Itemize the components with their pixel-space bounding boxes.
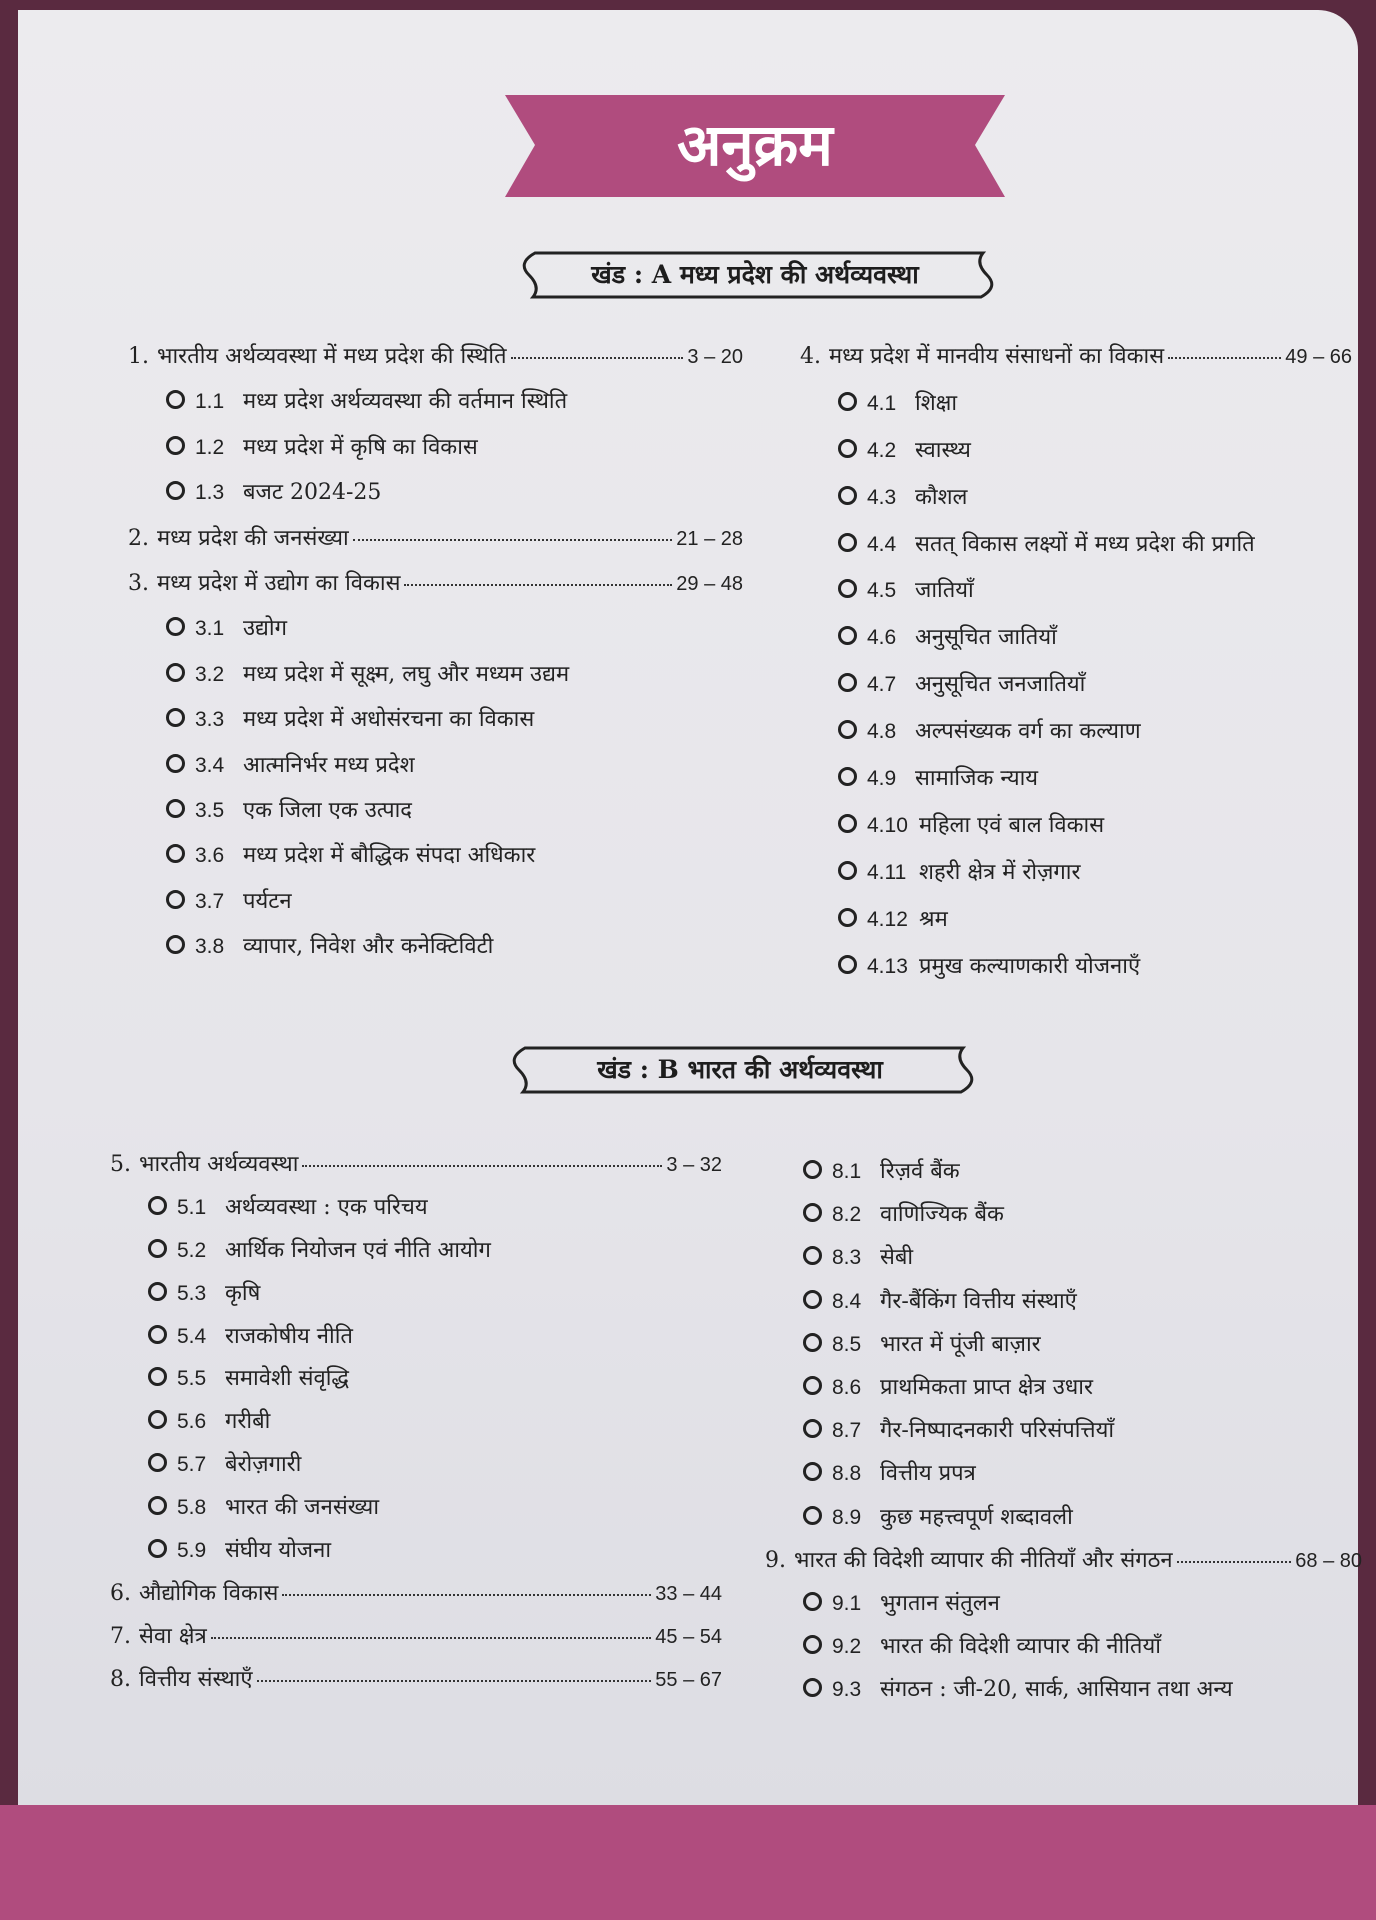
subtopic-title: गैर-निष्पादनकारी परिसंपत्तियाँ <box>880 1418 1115 1444</box>
toc-subtopic <box>110 1320 722 1363</box>
toc-subtopic <box>800 715 1352 762</box>
circle-bullet-icon <box>148 1239 167 1258</box>
circle-bullet-icon <box>838 814 857 833</box>
circle-bullet-icon <box>148 1367 167 1386</box>
toc-subtopic <box>128 839 743 884</box>
subtopic-number: 3.2 <box>195 662 225 686</box>
circle-bullet-icon <box>166 390 185 409</box>
subtopic-title: अर्थव्यवस्था : एक परिचय <box>225 1194 428 1220</box>
subtopic-title: एक जिला एक उत्पाद <box>243 797 412 823</box>
subtopic-number: 5.6 <box>177 1410 207 1434</box>
subtopic-title: उद्योग <box>243 616 288 642</box>
subtopic-number: 8.7 <box>832 1419 862 1443</box>
circle-bullet-icon <box>838 486 857 505</box>
subtopic-number: 8.1 <box>832 1160 862 1183</box>
section-b-right-column <box>765 1155 1362 1716</box>
subtopic-title: रिज़र्व बैंक <box>880 1159 960 1184</box>
subtopic-number: 3.8 <box>195 935 225 959</box>
chapter-name: सेवा क्षेत्र <box>139 1623 207 1649</box>
toc-subtopic <box>110 1234 722 1277</box>
chapter-title <box>110 1577 278 1607</box>
subtopic-number: 8.6 <box>832 1375 862 1399</box>
subtopic-number: 8.2 <box>832 1203 862 1227</box>
circle-bullet-icon <box>803 1246 822 1265</box>
circle-bullet-icon <box>803 1203 822 1222</box>
subtopic-title: शहरी क्षेत्र में रोज़गार <box>919 859 1081 885</box>
subtopic-title: मध्य प्रदेश में कृषि का विकास <box>243 434 478 460</box>
subtopic-number: 4.9 <box>867 767 897 791</box>
chapter-title <box>128 522 349 552</box>
chapter-number: 2. <box>128 525 149 551</box>
circle-bullet-icon <box>166 844 185 863</box>
chapter-number: 8. <box>110 1666 131 1692</box>
circle-bullet-icon <box>838 720 857 739</box>
toc-subtopic <box>128 794 743 839</box>
page-range: 33 – 44 <box>655 1582 722 1605</box>
circle-bullet-icon <box>148 1282 167 1301</box>
leader-dots <box>1177 1560 1292 1563</box>
chapter-name: मध्य प्रदेश की जनसंख्या <box>157 525 349 551</box>
chapter-name: मध्य प्रदेश में उद्योग का विकास <box>157 570 401 596</box>
leader-dots <box>511 356 684 359</box>
subtopic-title: कुछ महत्त्वपूर्ण शब्दावली <box>880 1504 1073 1530</box>
circle-bullet-icon <box>803 1376 822 1395</box>
subtopic-title: मध्य प्रदेश अर्थव्यवस्था की वर्तमान स्थिति <box>243 389 568 415</box>
toc-subtopic <box>800 856 1352 903</box>
circle-bullet-icon <box>148 1410 167 1429</box>
subtopic-number: 4.3 <box>867 485 897 509</box>
circle-bullet-icon <box>838 533 857 552</box>
chapter-title <box>110 1663 253 1693</box>
circle-bullet-icon <box>166 708 185 727</box>
subtopic-title: बजट 2024-25 <box>243 480 382 506</box>
bottom-color-band <box>0 1805 1376 1920</box>
subtopic-number: 4.11 <box>867 860 907 884</box>
subtopic-number: 3.5 <box>195 798 225 822</box>
toc-subtopic <box>765 1328 1362 1371</box>
chapter-name: मध्य प्रदेश में मानवीय संसाधनों का विकास <box>829 344 1165 369</box>
subtopic-title: भारत की जनसंख्या <box>225 1495 380 1521</box>
toc-subtopic <box>128 431 743 476</box>
subtopic-number: 4.10 <box>867 813 908 837</box>
subtopic-number: 8.8 <box>832 1462 862 1486</box>
circle-bullet-icon <box>166 617 185 636</box>
toc-chapter <box>128 522 743 567</box>
toc-subtopic <box>110 1491 722 1534</box>
chapter-name: वित्तीय संस्थाएँ <box>139 1666 253 1692</box>
section-a-left-column <box>128 340 743 975</box>
subtopic-number: 5.4 <box>177 1324 207 1348</box>
subtopic-title: बेरोज़गारी <box>225 1452 302 1478</box>
toc-subtopic <box>110 1448 722 1491</box>
subtopic-title: समावेशी संवृद्धि <box>225 1366 349 1392</box>
subtopic-number: 8.3 <box>832 1246 862 1270</box>
toc-subtopic <box>110 1277 722 1320</box>
toc-subtopic <box>110 1534 722 1577</box>
circle-bullet-icon <box>838 579 857 598</box>
subtopic-number: 1.3 <box>195 481 225 505</box>
chapter-name: औद्योगिक विकास <box>139 1580 279 1606</box>
toc-subtopic <box>110 1405 722 1448</box>
subtopic-number: 3.1 <box>195 617 225 641</box>
page-title: अनुक्रम <box>677 111 833 179</box>
circle-bullet-icon <box>166 935 185 954</box>
circle-bullet-icon <box>838 767 857 786</box>
circle-bullet-icon <box>803 1592 822 1611</box>
subtopic-number: 3.3 <box>195 708 225 732</box>
toc-subtopic <box>128 476 743 521</box>
leader-dots <box>302 1164 662 1167</box>
leader-dots <box>404 583 672 586</box>
page-range: 29 – 48 <box>676 572 743 595</box>
subtopic-title: संगठन : जी-20, सार्क, आसियान तथा अन्य <box>880 1677 1233 1703</box>
toc-subtopic <box>800 528 1352 575</box>
chapter-number: 3. <box>128 570 149 596</box>
circle-bullet-icon <box>803 1635 822 1654</box>
section-a-heading: खंड : A मध्य प्रदेश की अर्थव्यवस्था <box>505 245 1005 305</box>
subtopic-title: भुगतान संतुलन <box>880 1590 1000 1616</box>
toc-subtopic <box>800 809 1352 856</box>
subtopic-number: 4.7 <box>867 673 897 697</box>
subtopic-title: कौशल <box>915 484 968 510</box>
circle-bullet-icon <box>148 1453 167 1472</box>
circle-bullet-icon <box>166 754 185 773</box>
toc-subtopic <box>800 903 1352 950</box>
page-range: 55 – 67 <box>655 1668 722 1691</box>
toc-subtopic <box>765 1285 1362 1328</box>
section-b-heading: खंड : B भारत की अर्थव्यवस्था <box>495 1040 985 1100</box>
subtopic-number: 9.1 <box>832 1591 862 1615</box>
subtopic-number: 5.5 <box>177 1367 207 1391</box>
subtopic-number: 8.5 <box>832 1332 862 1356</box>
page-range: 45 – 54 <box>655 1625 722 1648</box>
toc-subtopic <box>800 434 1352 481</box>
subtopic-title: सतत् विकास लक्ष्यों में मध्य प्रदेश की प्रगति <box>915 531 1255 557</box>
toc-subtopic <box>800 762 1352 809</box>
chapter-title <box>128 340 507 370</box>
toc-subtopic <box>765 1587 1362 1630</box>
circle-bullet-icon <box>838 861 857 880</box>
subtopic-number: 3.6 <box>195 844 225 868</box>
chapter-title <box>110 1620 207 1650</box>
subtopic-title: गैर-बैंकिंग वित्तीय संस्थाएँ <box>880 1288 1077 1314</box>
page-range: 68 – 80 <box>1295 1549 1362 1572</box>
subtopic-title: प्राथमिकता प्राप्त क्षेत्र उधार <box>880 1374 1093 1400</box>
toc-chapter <box>800 340 1352 387</box>
subtopic-number: 9.2 <box>832 1635 862 1659</box>
toc-chapter <box>110 1577 722 1620</box>
subtopic-title: वाणिज्यिक बैंक <box>880 1202 1004 1228</box>
subtopic-number: 3.7 <box>195 889 225 913</box>
chapter-title <box>128 567 400 597</box>
toc-subtopic <box>765 1371 1362 1414</box>
page-range: 3 – 32 <box>666 1154 722 1176</box>
subtopic-number: 5.8 <box>177 1496 207 1520</box>
section-b-left-column <box>110 1148 722 1706</box>
toc-chapter <box>765 1544 1362 1587</box>
toc-subtopic <box>765 1414 1362 1457</box>
circle-bullet-icon <box>803 1160 822 1179</box>
toc-chapter <box>110 1620 722 1663</box>
circle-bullet-icon <box>166 436 185 455</box>
toc-subtopic <box>765 1457 1362 1500</box>
subtopic-title: भारत की विदेशी व्यापार की नीतियाँ <box>880 1634 1161 1660</box>
leader-dots <box>257 1679 652 1682</box>
toc-subtopic <box>800 387 1352 434</box>
leader-dots <box>1168 356 1281 359</box>
circle-bullet-icon <box>838 908 857 927</box>
chapter-title <box>800 340 1164 370</box>
toc-subtopic <box>128 658 743 703</box>
toc-subtopic <box>110 1191 722 1234</box>
toc-subtopic <box>800 481 1352 528</box>
toc-subtopic <box>128 885 743 930</box>
toc-chapter <box>110 1663 722 1706</box>
circle-bullet-icon <box>803 1419 822 1438</box>
subtopic-number: 4.13 <box>867 954 908 978</box>
circle-bullet-icon <box>166 481 185 500</box>
subtopic-number: 4.12 <box>867 907 908 931</box>
leader-dots <box>282 1593 651 1596</box>
subtopic-number: 1.1 <box>195 390 225 414</box>
leader-dots <box>211 1636 652 1639</box>
chapter-title <box>110 1148 298 1178</box>
circle-bullet-icon <box>803 1333 822 1352</box>
chapter-number: 9. <box>765 1547 786 1573</box>
subtopic-title: महिला एवं बाल विकास <box>919 812 1105 838</box>
toc-subtopic <box>765 1198 1362 1241</box>
toc-chapter <box>128 567 743 612</box>
chapter-name: भारत की विदेशी व्यापार की नीतियाँ और संगठन <box>794 1547 1173 1573</box>
toc-subtopic <box>128 385 743 430</box>
toc-subtopic <box>800 668 1352 715</box>
toc-chapter <box>128 340 743 385</box>
subtopic-number: 8.4 <box>832 1289 862 1313</box>
toc-subtopic <box>800 574 1352 621</box>
subtopic-number: 4.1 <box>867 391 897 415</box>
chapter-number: 5. <box>110 1152 131 1177</box>
toc-subtopic <box>128 612 743 657</box>
subtopic-number: 4.8 <box>867 720 897 744</box>
toc-subtopic <box>765 1673 1362 1716</box>
subtopic-number: 4.4 <box>867 532 897 556</box>
subtopic-number: 5.2 <box>177 1238 207 1262</box>
leader-dots <box>353 538 673 541</box>
subtopic-title: पर्यटन <box>243 888 292 914</box>
chapter-number: 4. <box>800 344 821 369</box>
subtopic-title: अल्पसंख्यक वर्ग का कल्याण <box>915 719 1141 745</box>
subtopic-title: कृषि <box>225 1280 261 1306</box>
chapter-number: 6. <box>110 1580 131 1606</box>
subtopic-number: 3.4 <box>195 753 225 777</box>
page-range: 21 – 28 <box>676 527 743 550</box>
subtopic-title: शिक्षा <box>915 390 958 416</box>
toc-subtopic <box>765 1155 1362 1198</box>
circle-bullet-icon <box>148 1325 167 1344</box>
subtopic-number: 4.5 <box>867 579 897 603</box>
subtopic-title: राजकोषीय नीति <box>225 1323 353 1349</box>
subtopic-number: 5.3 <box>177 1281 207 1305</box>
circle-bullet-icon <box>838 392 857 411</box>
subtopic-title: अनुसूचित जातियाँ <box>915 625 1057 651</box>
subtopic-title: सेबी <box>880 1245 914 1271</box>
subtopic-number: 1.2 <box>195 435 225 459</box>
section-a-right-column <box>800 340 1352 996</box>
subtopic-title: वित्तीय प्रपत्र <box>880 1461 976 1487</box>
toc-subtopic <box>765 1241 1362 1284</box>
toc-chapter <box>110 1148 722 1191</box>
subtopic-title: श्रम <box>919 906 948 932</box>
circle-bullet-icon <box>838 439 857 458</box>
subtopic-title: आत्मनिर्भर मध्य प्रदेश <box>243 752 415 778</box>
circle-bullet-icon <box>148 1496 167 1515</box>
circle-bullet-icon <box>148 1196 167 1215</box>
subtopic-title: स्वास्थ्य <box>915 437 971 463</box>
circle-bullet-icon <box>803 1290 822 1309</box>
circle-bullet-icon <box>166 799 185 818</box>
circle-bullet-icon <box>148 1539 167 1558</box>
toc-subtopic <box>110 1362 722 1405</box>
subtopic-title: संघीय योजना <box>225 1538 332 1564</box>
chapter-name: भारतीय अर्थव्यवस्था <box>139 1152 299 1177</box>
subtopic-number: 5.1 <box>177 1195 207 1219</box>
circle-bullet-icon <box>803 1462 822 1481</box>
subtopic-number: 5.7 <box>177 1453 207 1477</box>
circle-bullet-icon <box>803 1506 822 1525</box>
subtopic-title: जातियाँ <box>915 578 974 604</box>
chapter-title <box>765 1544 1173 1574</box>
subtopic-title: प्रमुख कल्याणकारी योजनाएँ <box>919 953 1141 979</box>
subtopic-number: 9.3 <box>832 1678 862 1702</box>
toc-subtopic <box>128 930 743 975</box>
circle-bullet-icon <box>166 663 185 682</box>
chapter-name: भारतीय अर्थव्यवस्था में मध्य प्रदेश की स्थिति <box>157 344 507 369</box>
subtopic-title: भारत में पूंजी बाज़ार <box>880 1331 1041 1357</box>
subtopic-number: 5.9 <box>177 1539 207 1563</box>
toc-subtopic <box>800 621 1352 668</box>
subtopic-number: 8.9 <box>832 1505 862 1529</box>
subtopic-title: अनुसूचित जनजातियाँ <box>915 672 1086 698</box>
subtopic-number: 4.2 <box>867 438 897 462</box>
circle-bullet-icon <box>803 1678 822 1697</box>
subtopic-title: आर्थिक नियोजन एवं नीति आयोग <box>225 1237 491 1263</box>
circle-bullet-icon <box>166 890 185 909</box>
toc-subtopic <box>128 703 743 748</box>
page-range: 3 – 20 <box>687 346 743 368</box>
chapter-number: 1. <box>128 344 149 369</box>
circle-bullet-icon <box>838 955 857 974</box>
toc-subtopic <box>765 1501 1362 1544</box>
toc-subtopic <box>765 1630 1362 1673</box>
circle-bullet-icon <box>838 673 857 692</box>
toc-subtopic <box>800 950 1352 997</box>
subtopic-title: व्यापार, निवेश और कनेक्टिविटी <box>243 934 494 960</box>
chapter-number: 7. <box>110 1623 131 1649</box>
subtopic-title: मध्य प्रदेश में अधोसंरचना का विकास <box>243 707 535 733</box>
page-range: 49 – 66 <box>1285 346 1352 368</box>
subtopic-number: 4.6 <box>867 626 897 650</box>
subtopic-title: गरीबी <box>225 1409 271 1435</box>
circle-bullet-icon <box>838 626 857 645</box>
subtopic-title: सामाजिक न्याय <box>915 766 1039 792</box>
subtopic-title: मध्य प्रदेश में बौद्धिक संपदा अधिकार <box>243 843 536 869</box>
subtopic-title: मध्य प्रदेश में सूक्ष्म, लघु और मध्यम उद्यम <box>243 661 570 687</box>
toc-subtopic <box>128 749 743 794</box>
